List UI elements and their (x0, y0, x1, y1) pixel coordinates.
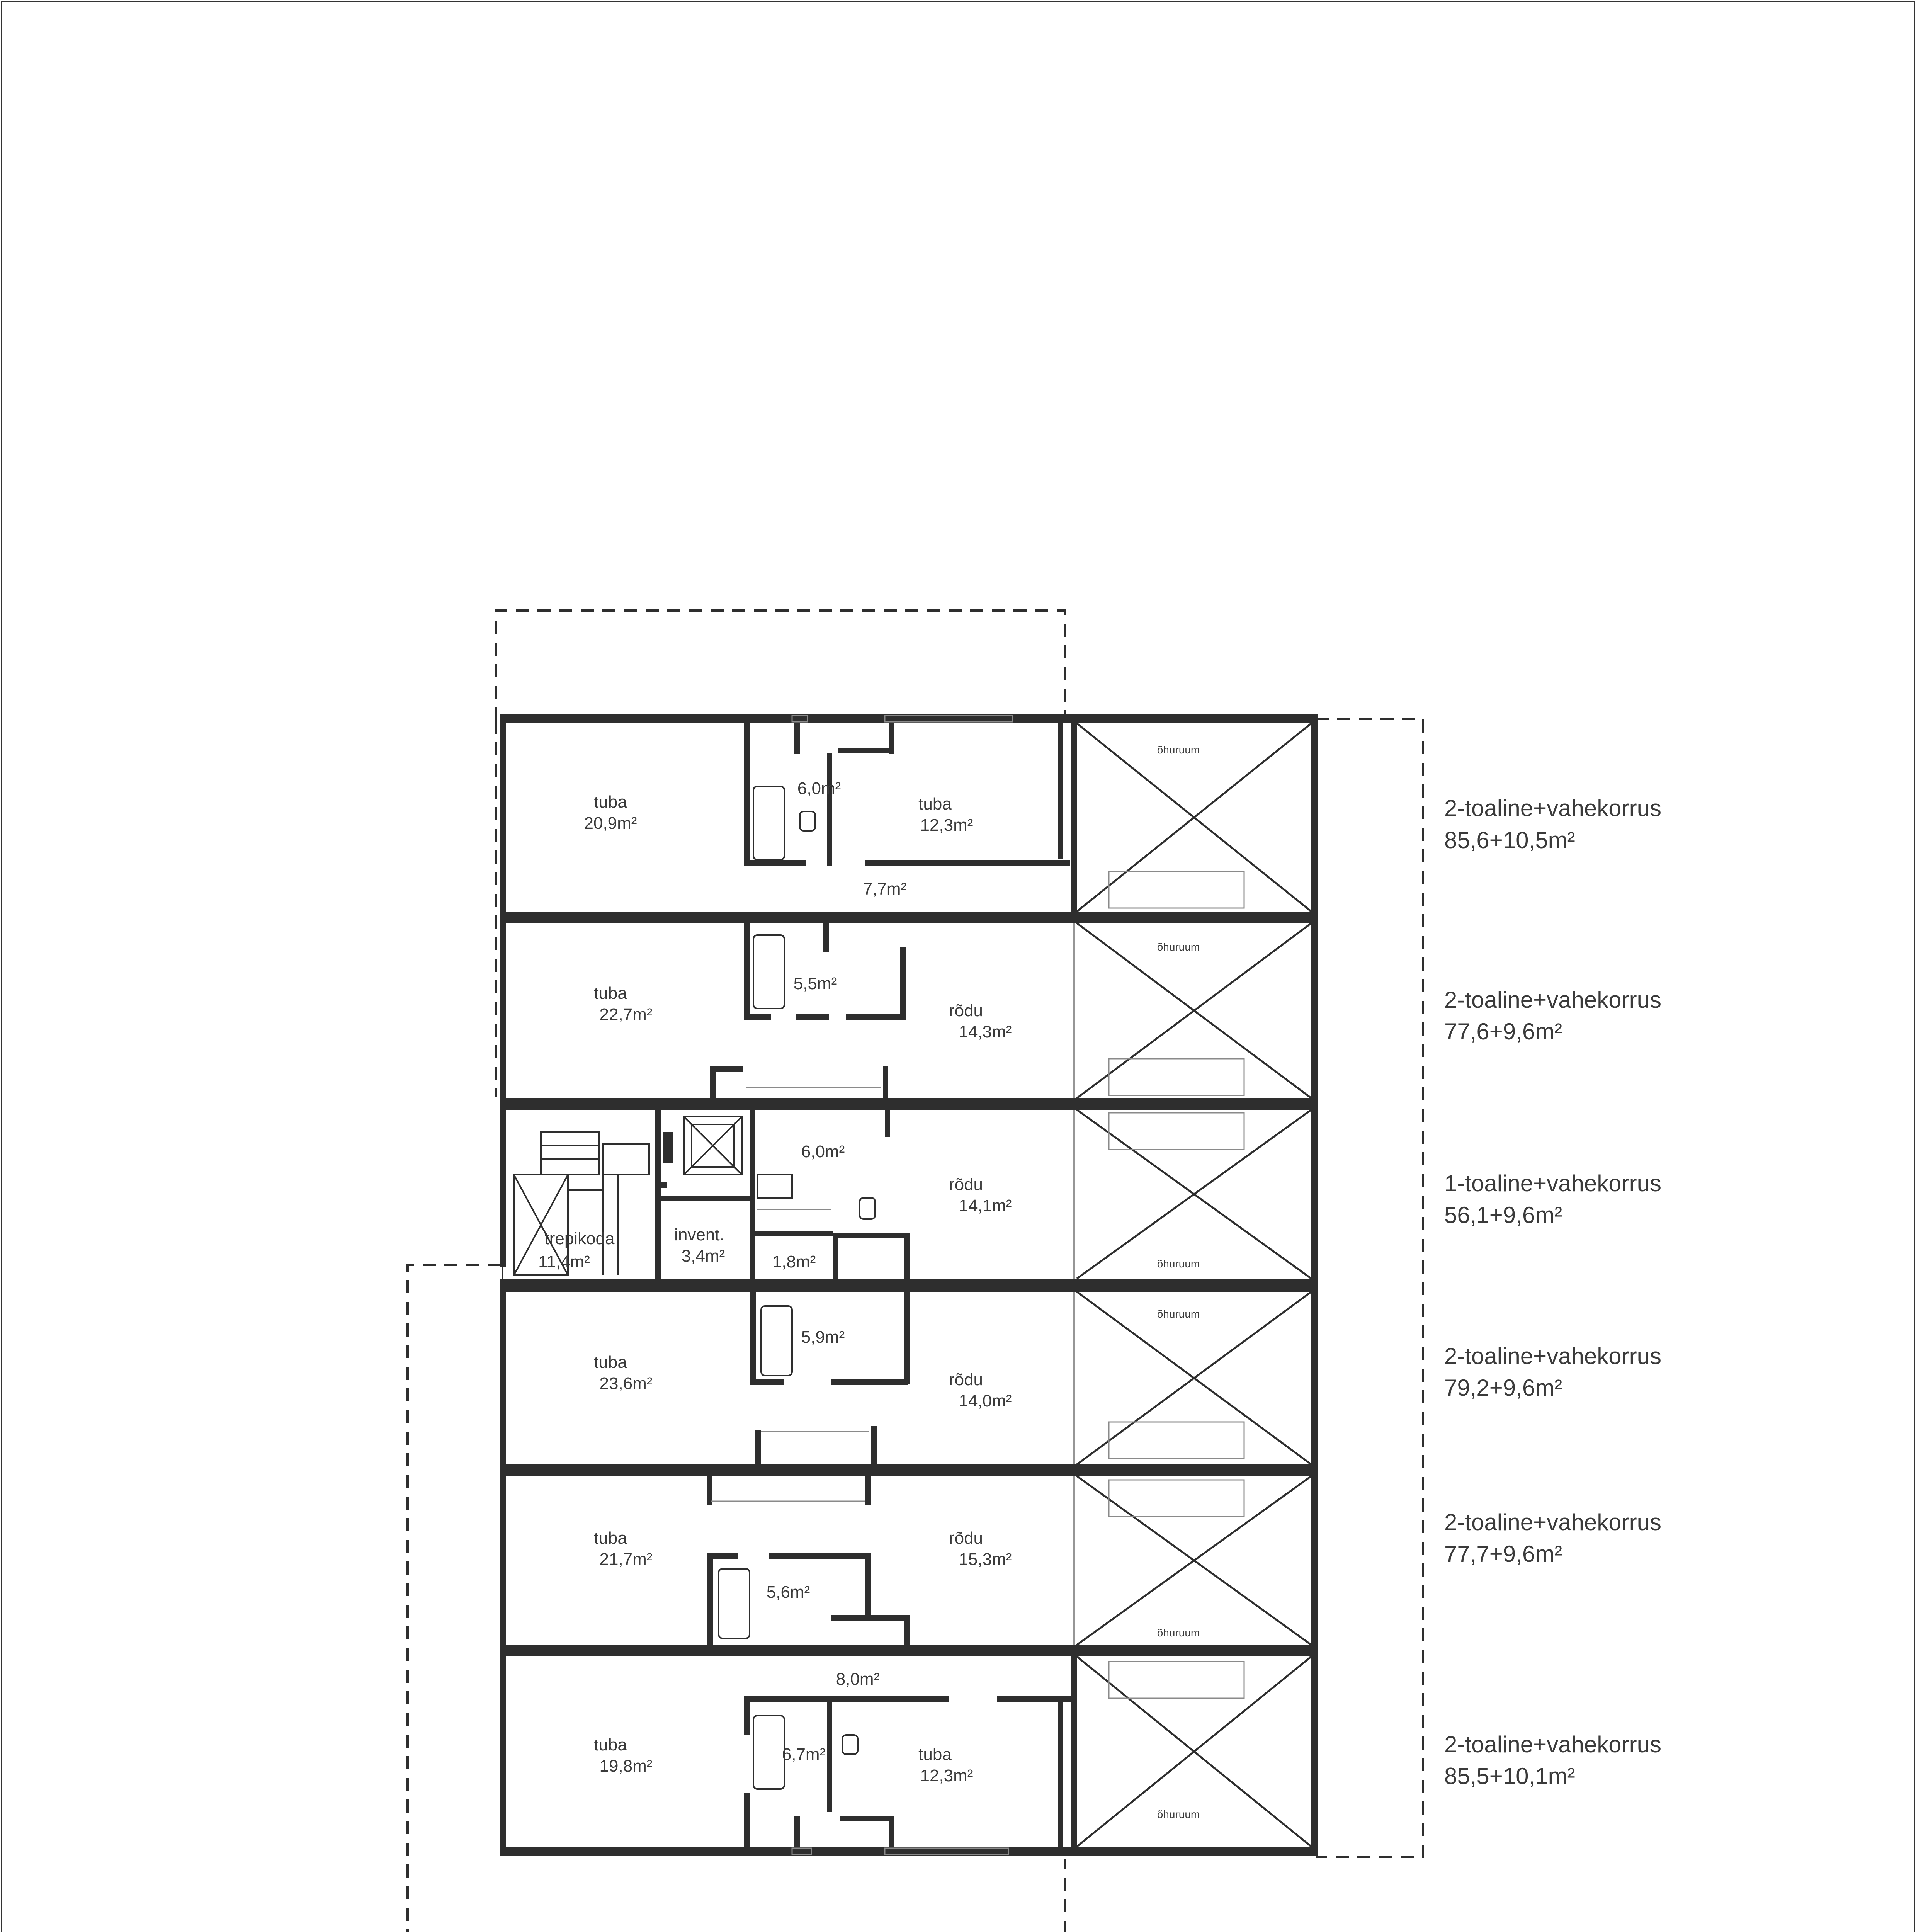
room-label: tuba (594, 1353, 627, 1372)
dashed-outline-right (1316, 719, 1423, 1857)
core-labels (538, 1225, 725, 1271)
void-label-6: õhuruum (1157, 1808, 1200, 1820)
unit-2-labels (594, 974, 1012, 1041)
room-area: 8,0m² (836, 1670, 880, 1689)
room-area: 12,3m² (920, 1766, 973, 1785)
room-area: 22,7m² (599, 1005, 653, 1024)
apartment-legend (1444, 795, 1661, 1789)
dashed-outline-bottom (408, 1265, 1065, 1932)
unit-1-walls (744, 723, 1070, 866)
room-area: 15,3m² (959, 1550, 1012, 1569)
room-label: invent. (674, 1225, 724, 1244)
room-label: tuba (594, 793, 627, 811)
room-label: tuba (594, 1529, 627, 1548)
room-area: 20,9m² (584, 814, 637, 833)
unit-6-walls (744, 1696, 1072, 1847)
room-label: rõdu (949, 1175, 983, 1194)
unit-3-labels (772, 1142, 1012, 1271)
apt-5-type: 2-toaline+vahekorrus (1444, 1509, 1662, 1535)
room-label: tuba (594, 1735, 627, 1754)
apt-5-area: 77,7+9,6m² (1444, 1541, 1562, 1567)
room-label: rõdu (949, 1529, 983, 1548)
room-area: 11,4m² (538, 1252, 590, 1271)
room-area: 5,6m² (766, 1583, 810, 1602)
void-label-1: õhuruum (1157, 744, 1200, 756)
unit-2-walls (710, 923, 906, 1101)
room-area: 6,0m² (801, 1142, 845, 1161)
unit-5-labels (594, 1529, 1012, 1602)
unit-6-labels (594, 1670, 973, 1785)
room-area: 3,4m² (681, 1247, 725, 1265)
room-label: trepikoda (544, 1229, 615, 1248)
void-label-3: õhuruum (1157, 1258, 1200, 1270)
room-area: 21,7m² (599, 1550, 653, 1569)
room-label: tuba (918, 1745, 952, 1764)
void-label-2: õhuruum (1157, 941, 1200, 953)
unit-5-walls (707, 1476, 910, 1646)
room-area: 14,0m² (959, 1391, 1012, 1410)
room-area: 6,7m² (782, 1745, 826, 1764)
apt-2-area: 77,6+9,6m² (1444, 1019, 1562, 1044)
apt-2-type: 2-toaline+vahekorrus (1444, 987, 1662, 1013)
room-area: 12,3m² (920, 816, 973, 835)
room-label: tuba (594, 984, 627, 1003)
room-label: rõdu (949, 1370, 983, 1389)
room-label: tuba (918, 794, 952, 813)
room-area: 7,7m² (863, 879, 907, 898)
unit-1-labels (584, 779, 973, 898)
room-area: 14,1m² (959, 1196, 1012, 1215)
room-area: 6,0m² (797, 779, 841, 798)
void-label-5: õhuruum (1157, 1627, 1200, 1639)
room-label: rõdu (949, 1001, 983, 1020)
apt-4-type: 2-toaline+vahekorrus (1444, 1343, 1662, 1369)
unit-4-labels (594, 1328, 1012, 1410)
apt-4-area: 79,2+9,6m² (1444, 1375, 1562, 1401)
apt-1-type: 2-toaline+vahekorrus (1444, 795, 1662, 821)
apt-6-type: 2-toaline+vahekorrus (1444, 1731, 1662, 1757)
sheet-border (2, 2, 1914, 1932)
void-label-4: õhuruum (1157, 1308, 1200, 1320)
apt-1-area: 85,6+10,5m² (1444, 827, 1575, 853)
room-area: 23,6m² (599, 1374, 653, 1393)
apt-3-type: 1-toaline+vahekorrus (1444, 1170, 1662, 1196)
apt-3-area: 56,1+9,6m² (1444, 1202, 1562, 1228)
room-area: 5,9m² (801, 1328, 845, 1347)
room-area: 14,3m² (959, 1022, 1012, 1041)
apt-6-area: 85,5+10,1m² (1444, 1763, 1575, 1789)
room-area: 19,8m² (599, 1757, 653, 1776)
unit-4-walls (750, 1292, 910, 1466)
room-area: 1,8m² (772, 1252, 816, 1271)
room-area: 5,5m² (793, 974, 837, 993)
dashed-outline-top (496, 611, 1065, 721)
